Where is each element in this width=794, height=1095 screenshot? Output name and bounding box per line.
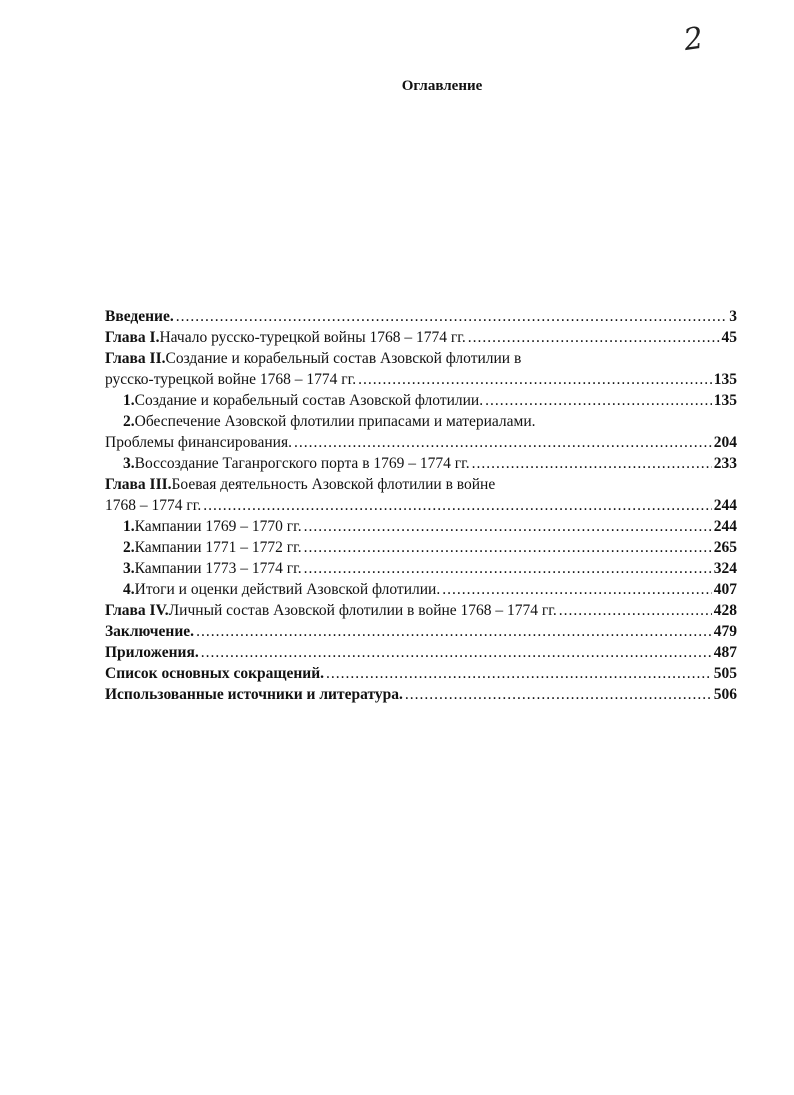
toc-entry [105,516,737,537]
dot-leader [326,663,712,684]
toc-entry [105,453,737,474]
toc-entry-text: Кампании 1771 – 1772 гг. [134,539,302,556]
dot-leader [472,453,712,474]
toc-entry [105,642,737,663]
toc-entry-text: Обеспечение Азовской флотилии припасами и материалами. [134,413,536,430]
toc-entry [105,390,737,411]
toc-entry-label: Приложения. [105,644,199,661]
toc-entry [105,663,737,684]
toc-page-number: 487 [713,644,737,661]
toc-entry-prefix: 3. [123,560,135,577]
dot-leader [442,579,712,600]
toc-entry-text: Кампании 1769 – 1770 гг. [134,518,302,535]
dot-leader [294,432,712,453]
toc-entry-prefix: Глава III. [105,476,172,493]
toc-entry-prefix: 2. [123,413,135,430]
toc-entry [105,474,737,495]
toc-entry-prefix: 1. [123,518,135,535]
toc-page-number: 45 [721,329,737,346]
toc-entry [105,495,737,516]
toc-page-number: 135 [713,392,737,409]
dot-leader [358,369,712,390]
toc-entry-text: Начало русско-турецкой войны 1768 – 1774 гг. [159,329,466,346]
dot-leader [304,558,712,579]
toc-entry-prefix: Глава II. [105,350,166,367]
toc-page-number: 244 [713,518,737,535]
toc-page-number: 407 [713,581,737,598]
toc-page-number: 479 [713,623,737,640]
toc-entry-label: Использованные источники и литература. [105,686,403,703]
toc-entry [105,411,737,432]
toc-entry [105,537,737,558]
toc-entry-label: Список основных сокращений. [105,665,325,682]
dot-leader [201,642,712,663]
toc-entry [105,579,737,600]
toc-entry [105,369,737,390]
toc-entry-prefix: Глава I. [105,329,160,346]
toc-entry-prefix: 1. [123,392,135,409]
toc-entry [105,306,737,327]
toc-entry-text: Итоги и оценки действий Азовской флотилии. [134,581,441,598]
toc-page-number: 506 [713,686,737,703]
toc-entry-label: Введение. [105,308,174,325]
toc-entry-text: Создание и корабельный состав Азовской флотилии. [134,392,484,409]
toc-entry-prefix: 2. [123,539,135,556]
toc-entry [105,432,737,453]
dot-leader [559,600,712,621]
page-title: Оглавление [401,78,483,94]
table-of-contents [105,306,737,705]
toc-page-number: 204 [713,434,737,451]
toc-entry-text: Личный состав Азовской флотилии в войне 1768 – 1774 гг. [168,602,557,619]
toc-page-number: 324 [713,560,737,577]
toc-page-number: 265 [713,539,737,556]
toc-page-number: 135 [713,371,737,388]
toc-entry [105,600,737,621]
dot-leader [304,516,712,537]
toc-entry-prefix: 4. [123,581,135,598]
toc-entry-prefix: 3. [123,455,135,472]
toc-page-number: 233 [713,455,737,472]
dot-leader [468,327,720,348]
toc-page-number: 505 [713,665,737,682]
dot-leader [405,684,712,705]
toc-entry-text: 1768 – 1774 гг. [105,497,202,514]
toc-entry-text: Кампании 1773 – 1774 гг. [134,560,302,577]
toc-entry-text: Создание и корабельный состав Азовской флотилии в [165,350,522,367]
toc-page-number: 3 [729,308,737,325]
dot-leader [485,390,712,411]
dot-leader [196,621,712,642]
toc-entry [105,684,737,705]
dot-leader [203,495,712,516]
toc-entry [105,327,737,348]
toc-page-number: 428 [713,602,737,619]
toc-entry-prefix: Глава IV. [105,602,169,619]
toc-entry-label: Заключение. [105,623,195,640]
toc-entry-text: русско-турецкой войне 1768 – 1774 гг. [105,371,357,388]
dot-leader [176,306,728,327]
toc-entry [105,558,737,579]
toc-entry-text: Боевая деятельность Азовской флотилии в войне [171,476,496,493]
handwritten-page-number: 2 [681,20,704,59]
dot-leader [304,537,712,558]
toc-entry-text: Воссоздание Таганрогского порта в 1769 – 1774 гг. [134,455,470,472]
toc-page-number: 244 [713,497,737,514]
toc-entry [105,621,737,642]
toc-entry [105,348,737,369]
toc-entry-text: Проблемы финансирования. [105,434,292,451]
